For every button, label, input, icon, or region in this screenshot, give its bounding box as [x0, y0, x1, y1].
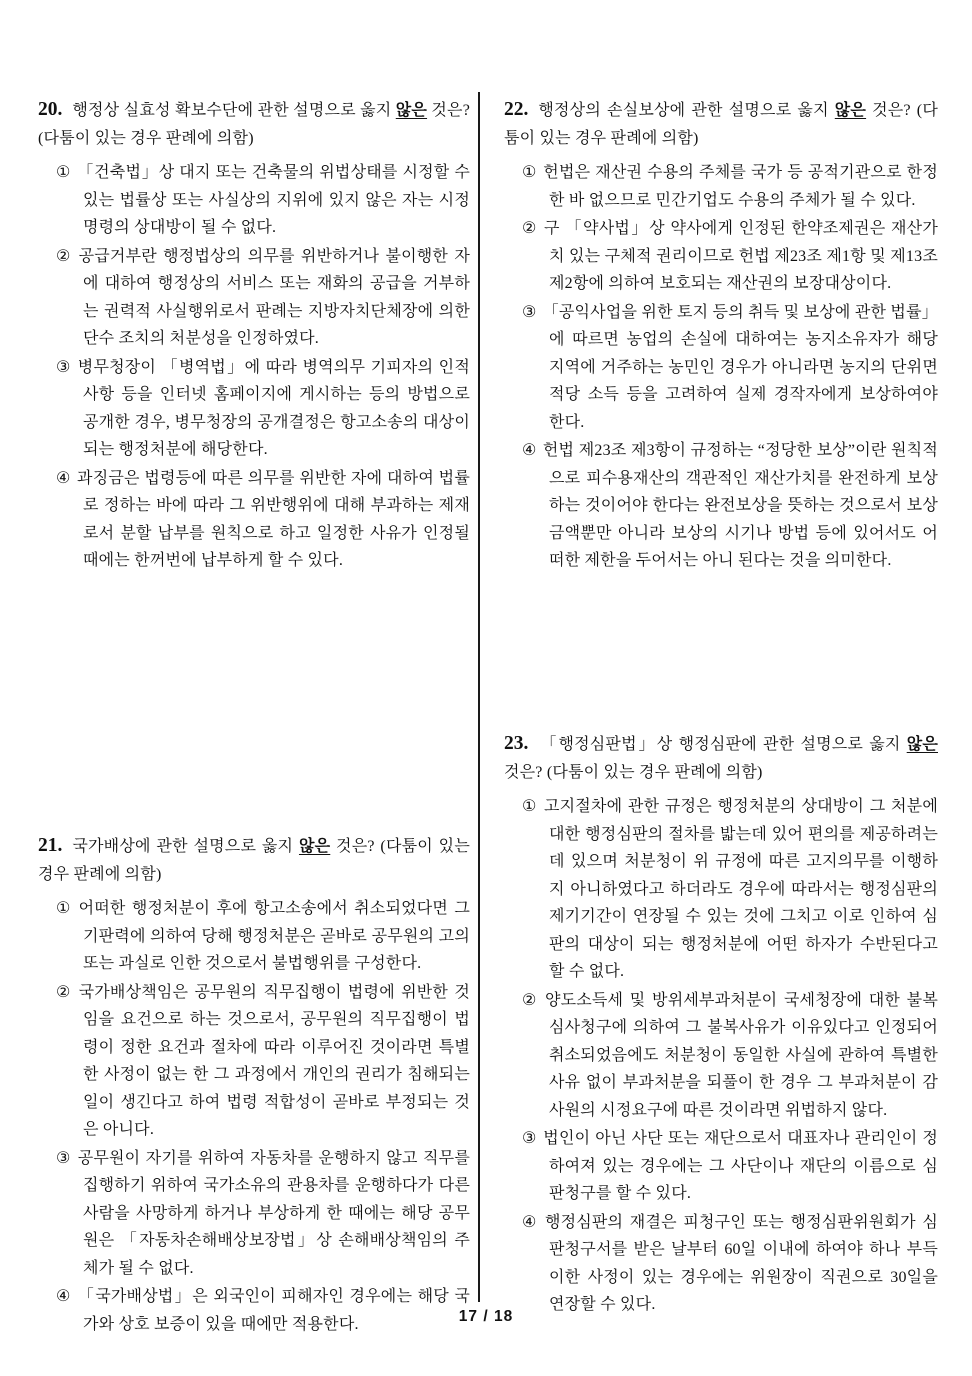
choice-item — [38, 1145, 470, 1283]
choice-text: 「공익사업을 위한 토지 등의 취득 및 보상에 관한 법률」에 따르면 농업의 손실에 대하여는 농지소유자가 해당 지역에 거주하는 농민인 경우가 아니라면 농지의 단위면적당 소득 등을 고려하여 실제 경작자에게 보상하여야 한다. — [542, 303, 938, 431]
choice-list — [504, 793, 938, 1319]
choice-text: 양도소득세 및 방위세부과처분이 국세청장에 대한 불복 심사청구에 의하여 그 불복사유가 이유있다고 인정되어 취소되었음에도 처분청이 동일한 사실에 관하여 특별한 사유 없이 부과처분을 되풀이 한 경우 그 부과처분이 감사원의 시정요구에 따른 것이라면 위법하지 않다. — [544, 991, 938, 1119]
question-stem — [504, 730, 938, 786]
choice-marker: ① — [522, 798, 538, 815]
choice-marker: ① — [522, 164, 538, 181]
choice-item — [504, 437, 938, 575]
choice-item — [504, 1125, 938, 1208]
choice-list — [38, 895, 470, 1338]
page-footer: 17 / 18 — [458, 1308, 514, 1325]
choice-text: 행정심판의 재결은 피청구인 또는 행정심판위원회가 심판청구서를 받은 날부터 60일 이내에 하여야 하나 부득이한 사정이 있는 경우에는 위원장이 직권으로 30일을 연장할 수 있다. — [544, 1213, 938, 1313]
choice-list — [504, 159, 938, 575]
question-stem — [38, 96, 470, 152]
stem-text: 것은? (다툼이 있는 경우 판례에 의함) — [504, 102, 938, 147]
stem-text: 국가배상에 관한 설명으로 옳지 — [72, 838, 299, 855]
choice-marker: ④ — [56, 469, 72, 487]
choice-item — [504, 215, 938, 298]
choice-text: 과징금은 법령등에 따른 의무를 위반한 자에 대하여 법률로 정하는 바에 따라 그 위반행위에 대해 부과하는 제재로서 분할 납부를 원칙으로 하고 일정한 사유가 인정될 때에는 한꺼번에 납부하게 할 수 있다. — [77, 469, 470, 569]
choice-marker: ④ — [522, 442, 537, 459]
choice-marker: ③ — [56, 1149, 72, 1167]
choice-marker: ② — [522, 991, 539, 1009]
choice-item — [38, 354, 470, 464]
choice-text: 고지절차에 관한 규정은 행정처분의 상대방이 그 처분에 대한 행정심판의 절차를 밟는데 있어 편의를 제공하려는 데 있으며 처분청이 위 규정에 따른 고지의무를 이행하지 아니하였다고 하더라도 경우에 따라서는 행정심판의 제기기간이 연장될 수 있는 것에 그치고 이로 인하여 심판의 대상이 되는 행정처분에 어떤 하자가 수반된다고 할 수 없다. — [544, 798, 938, 980]
stem-emphasis: 않은 — [906, 736, 938, 753]
choice-marker: ④ — [56, 1288, 72, 1305]
stem-text: 「행정심판법」상 행정심판에 관한 설명으로 옳지 — [538, 736, 907, 753]
stem-text: 것은? (다툼이 있는 경우 판례에 의함) — [38, 838, 470, 883]
choice-text: 헌법 제23조 제3항이 규정하는 “정당한 보상”이란 원칙적으로 피수용재산의 객관적인 재산가치를 완전하게 보상하는 것이어야 한다는 완전보상을 뜻하는 것으로서 보상금액뿐만 아니라 보상의 시기나 방법 등에 있어서도 어떠한 제한을 두어서는 아니 된다는 것을 의미한다. — [542, 442, 938, 569]
choice-marker: ③ — [56, 358, 72, 376]
choice-text: 병무청장이 「병역법」에 따라 병역의무 기피자의 인적사항 등을 인터넷 홈페이지에 게시하는 등의 방법으로 공개한 경우, 병무청장의 공개결정은 항고소송의 대상이 되는 행정처분에 해당한다. — [77, 358, 470, 458]
question-number: 23. — [504, 733, 529, 754]
choice-list — [38, 159, 470, 575]
stem-text: 것은? (다툼이 있는 경우 판례에 의함) — [504, 763, 763, 781]
question-20 — [38, 96, 470, 575]
choice-item — [38, 979, 470, 1144]
choice-marker: ② — [522, 220, 539, 237]
column-divider — [478, 92, 480, 1302]
choice-text: 공급거부란 행정법상의 의무를 위반하거나 불이행한 자에 대하여 행정상의 서비스 또는 재화의 공급을 거부하는 권력적 사실행위로서 판례는 지방자치단체장에 의한 단수 조치의 처분성을 인정하였다. — [78, 247, 470, 347]
question-number: 20. — [38, 99, 63, 120]
stem-emphasis: 않은 — [395, 102, 428, 119]
stem-text: 행정상 실효성 확보수단에 관한 설명으로 옳지 — [72, 102, 396, 119]
choice-text: 국가배상책임은 공무원의 직무집행이 법령에 위반한 것임을 요건으로 하는 것으로서, 공무원의 직무집행이 법령이 정한 요건과 절차에 따라 이루어진 것이라면 특별한 사정이 없는 한 그 과정에서 개인의 권리가 침해되는 일이 생긴다고 하여 법령 적합성이 곧바로 부정되는 것은 아니다. — [78, 983, 470, 1138]
question-number: 21. — [38, 835, 63, 856]
choice-text: 어떠한 행정처분이 후에 항고소송에서 취소되었다면 그 기판력에 의하여 당해 행정처분은 곧바로 공무원의 고의 또는 과실로 인한 것으로서 불법행위를 구성한다. — [78, 900, 470, 972]
choice-item — [504, 1209, 938, 1319]
choice-item — [504, 159, 938, 214]
choice-item — [38, 159, 470, 242]
choice-marker: ① — [56, 900, 73, 917]
choice-marker: ④ — [522, 1213, 539, 1231]
stem-text: 행정상의 손실보상에 관한 설명으로 옳지 — [538, 102, 835, 119]
choice-item — [504, 987, 938, 1125]
choice-marker: ② — [56, 983, 73, 1001]
choice-item — [504, 793, 938, 986]
choice-marker: ② — [56, 247, 73, 265]
choice-item — [38, 895, 470, 978]
question-23 — [504, 730, 938, 1319]
choice-item — [38, 243, 470, 353]
stem-emphasis: 않은 — [834, 102, 867, 119]
question-stem — [504, 96, 938, 152]
choice-text: 구 「약사법」상 약사에게 인정된 한약조제권은 재산가치 있는 구체적 권리이므로 헌법 제23조 제1항 및 제13조 제2항에 의하여 보호되는 재산권의 보장대상이다. — [544, 220, 938, 292]
choice-item — [38, 465, 470, 575]
choice-text: 법인이 아닌 사단 또는 재단으로서 대표자나 관리인이 정하여져 있는 경우에는 그 사단이나 재단의 이름으로 심판청구를 할 수 있다. — [543, 1130, 938, 1202]
choice-marker: ① — [56, 164, 72, 181]
question-22 — [504, 96, 938, 575]
choice-text: 공무원이 자기를 위하여 자동차를 운행하지 않고 직무를 집행하기 위하여 국가소유의 관용차를 운행하다가 다른 사람을 사망하게 하거나 부상하게 한 때에는 해당 공무원은 「자동차손해배상보장법」상 손해배상책임의 주체가 될 수 없다. — [77, 1149, 470, 1277]
stem-emphasis: 않은 — [298, 838, 331, 855]
choice-item — [504, 299, 938, 437]
question-21 — [38, 832, 470, 1338]
question-number: 22. — [504, 99, 529, 120]
choice-text: 헌법은 재산권 수용의 주체를 국가 등 공적기관으로 한정한 바 없으므로 민간기업도 수용의 주체가 될 수 있다. — [543, 164, 938, 209]
choice-text: 「국가배상법」은 외국인이 피해자인 경우에는 해당 국가와 상호 보증이 있을 때에만 적용한다. — [77, 1288, 470, 1333]
stem-text: 것은? (다툼이 있는 경우 판례에 의함) — [38, 102, 470, 147]
choice-marker: ③ — [522, 1130, 538, 1147]
question-stem — [38, 832, 470, 888]
choice-marker: ③ — [522, 303, 537, 321]
choice-text: 「건축법」상 대지 또는 건축물의 위법상태를 시정할 수 있는 법률상 또는 사실상의 지위에 있지 않은 자는 시정 명령의 상대방이 될 수 없다. — [77, 164, 470, 236]
